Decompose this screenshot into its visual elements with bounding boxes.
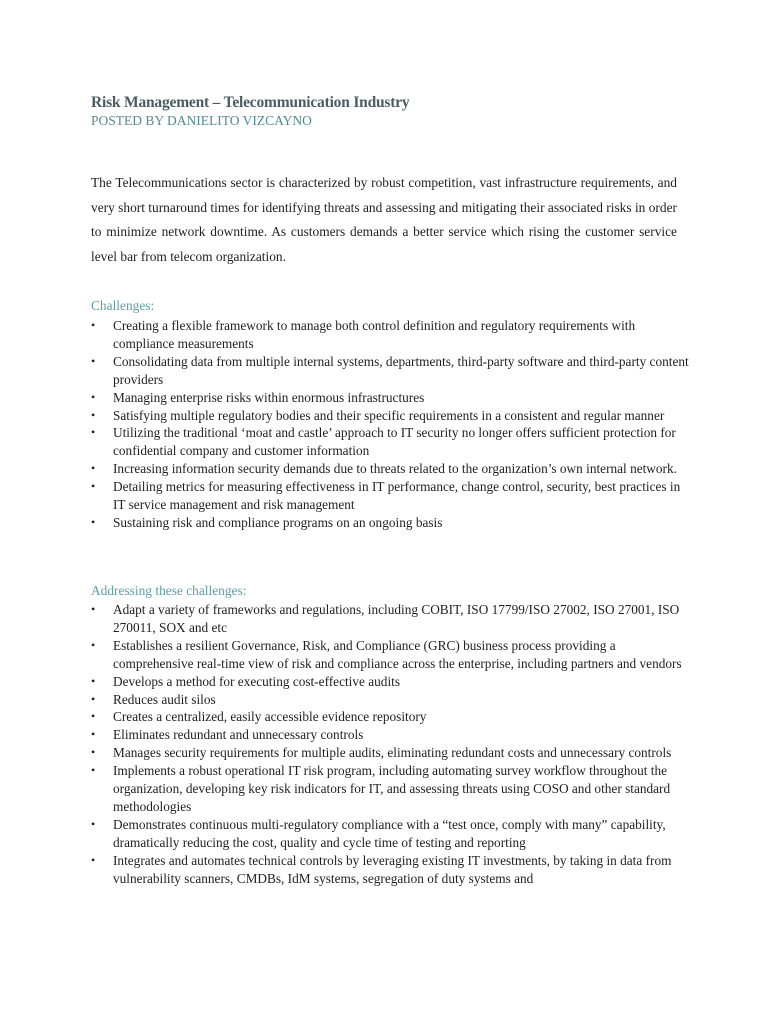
byline-prefix: POSTED BY [91,113,164,128]
list-item: • Sustaining risk and compliance programs on an ongoing basis [91,514,691,532]
byline [91,113,312,129]
intro-paragraph: The Telecommunications sector is characterized by robust competition, vast infrastructure requirements, and very short turnaround times for identifying threats and assessing and mitigating their associated risks in order to minimize network downtime. As customers demands a better service which rising the customer service level bar from telecom organization. [91,175,677,264]
list-item: • Integrates and automates technical controls by leveraging existing IT investments, by taking in data from vulnerability scanners, CMDBs, IdM systems, segregation of duty systems and [91,852,691,888]
list-item: • Creating a flexible framework to manage both control definition and regulatory requirements with compliance measurements [91,317,691,353]
list-item: • Eliminates redundant and unnecessary controls [91,726,691,744]
page-title: Risk Management – Telecommunication Industry [91,94,410,111]
addressing-heading: Addressing these challenges: [91,583,247,598]
list-item: • Demonstrates continuous multi-regulatory compliance with a “test once, comply with many” capability, dramatically reducing the cost, quality and cycle time of testing and reporting [91,816,691,852]
list-item: • Satisfying multiple regulatory bodies and their specific requirements in a consistent and regular manner [91,407,691,425]
list-item: • Consolidating data from multiple internal systems, departments, third-party software and third-party content providers [91,353,691,389]
list-item: • Manages security requirements for multiple audits, eliminating redundant costs and unnecessary controls [91,744,691,762]
list-item: • Increasing information security demands due to threats related to the organization’s own internal network. [91,460,691,478]
list-item: • Implements a robust operational IT risk program, including automating survey workflow throughout the organization, developing key risk indicators for IT, and assessing threats using COSO and other standard methodologies [91,762,691,816]
addressing-list [91,601,691,888]
list-item: • Utilizing the traditional ‘moat and castle’ approach to IT security no longer offers sufficient protection for confidential company and customer information [91,424,691,460]
list-item: • Creates a centralized, easily accessible evidence repository [91,708,691,726]
list-item: • Detailing metrics for measuring effectiveness in IT performance, change control, security, best practices in IT service management and risk management [91,478,691,514]
list-item: • Adapt a variety of frameworks and regulations, including COBIT, ISO 17799/ISO 27002, ISO 27001, ISO 270011, SOX and etc [91,601,691,637]
list-item: • Develops a method for executing cost-effective audits [91,673,691,691]
challenges-list [91,317,691,532]
list-item: • Managing enterprise risks within enormous infrastructures [91,389,691,407]
challenges-heading: Challenges: [91,298,155,313]
byline-author: DANIELITO VIZCAYNO [167,113,312,128]
list-item: • Establishes a resilient Governance, Risk, and Compliance (GRC) business process providing a comprehensive real-time view of risk and compliance across the enterprise, including partners and vendors [91,637,691,673]
list-item: • Reduces audit silos [91,691,691,709]
